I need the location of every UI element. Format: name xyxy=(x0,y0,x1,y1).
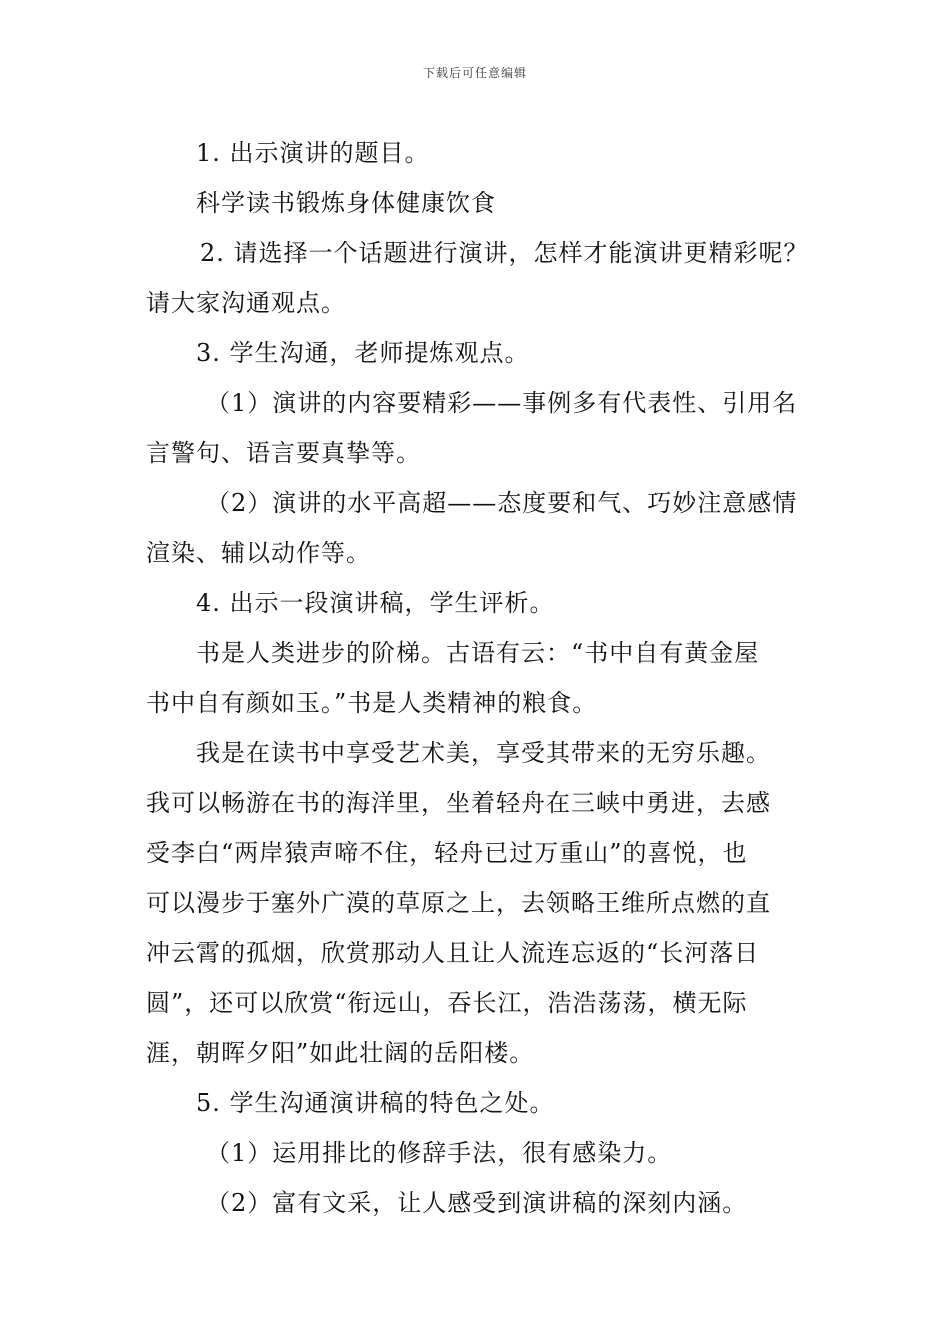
step-2-continuation: 请大家沟通观点。 xyxy=(146,289,346,317)
speech-paragraph-1: 书是人类进步的阶梯。古语有云：“书中自有黄金屋 xyxy=(196,639,760,667)
step-5-line: 5. 学生沟通演讲稿的特色之处。 xyxy=(196,1089,555,1117)
speech-paragraph-2-line-4: 可以漫步于塞外广漠的草原之上，去领略王维所点燃的直 xyxy=(146,889,771,917)
speech-paragraph-2-line-2: 我可以畅游在书的海洋里，坐着轻舟在三峡中勇进，去感 xyxy=(146,789,771,817)
step-3-line: 3. 学生沟通，老师提炼观点。 xyxy=(196,339,530,367)
page-header: 下载后可任意编辑 xyxy=(422,66,527,80)
point-1-continuation: 言警句、语言要真挚等。 xyxy=(146,439,421,467)
speech-paragraph-2-line-5: 冲云霄的孤烟，欣赏那动人且让人流连忘返的“长河落日 xyxy=(146,939,760,967)
feature-1-line: （1）运用排比的修辞手法，很有感染力。 xyxy=(206,1139,673,1167)
point-1-line: （1）演讲的内容要精彩——事例多有代表性、引用名 xyxy=(206,389,798,417)
speech-paragraph-1-continuation: 书中自有颜如玉。”书是人类精神的粮食。 xyxy=(146,689,598,717)
point-2-continuation: 渲染、辅以动作等。 xyxy=(146,539,371,567)
document-body xyxy=(146,128,816,1228)
topics-line: 科学读书锻炼身体健康饮食 xyxy=(196,189,496,217)
speech-paragraph-2: 我是在读书中享受艺术美，享受其带来的无穷乐趣。 xyxy=(196,739,771,767)
step-2-line: 2. 请选择一个话题进行演讲，怎样才能演讲更精彩呢？ xyxy=(200,239,809,267)
speech-paragraph-2-line-7: 涯，朝晖夕阳”如此壮阔的岳阳楼。 xyxy=(146,1039,535,1067)
point-2-line: （2）演讲的水平高超——态度要和气、巧妙注意感情 xyxy=(206,489,798,517)
speech-paragraph-2-line-6: 圆”，还可以欣赏“衔远山，吞长江，浩浩荡荡，横无际 xyxy=(146,989,748,1017)
step-4-line: 4. 出示一段演讲稿，学生评析。 xyxy=(196,589,555,617)
feature-2-line: （2）富有文采，让人感受到演讲稿的深刻内涵。 xyxy=(206,1189,748,1217)
step-1-line: 1. 出示演讲的题目。 xyxy=(196,139,430,167)
speech-paragraph-2-line-3: 受李白“两岸猿声啼不住，轻舟已过万重山”的喜悦，也 xyxy=(146,839,748,867)
